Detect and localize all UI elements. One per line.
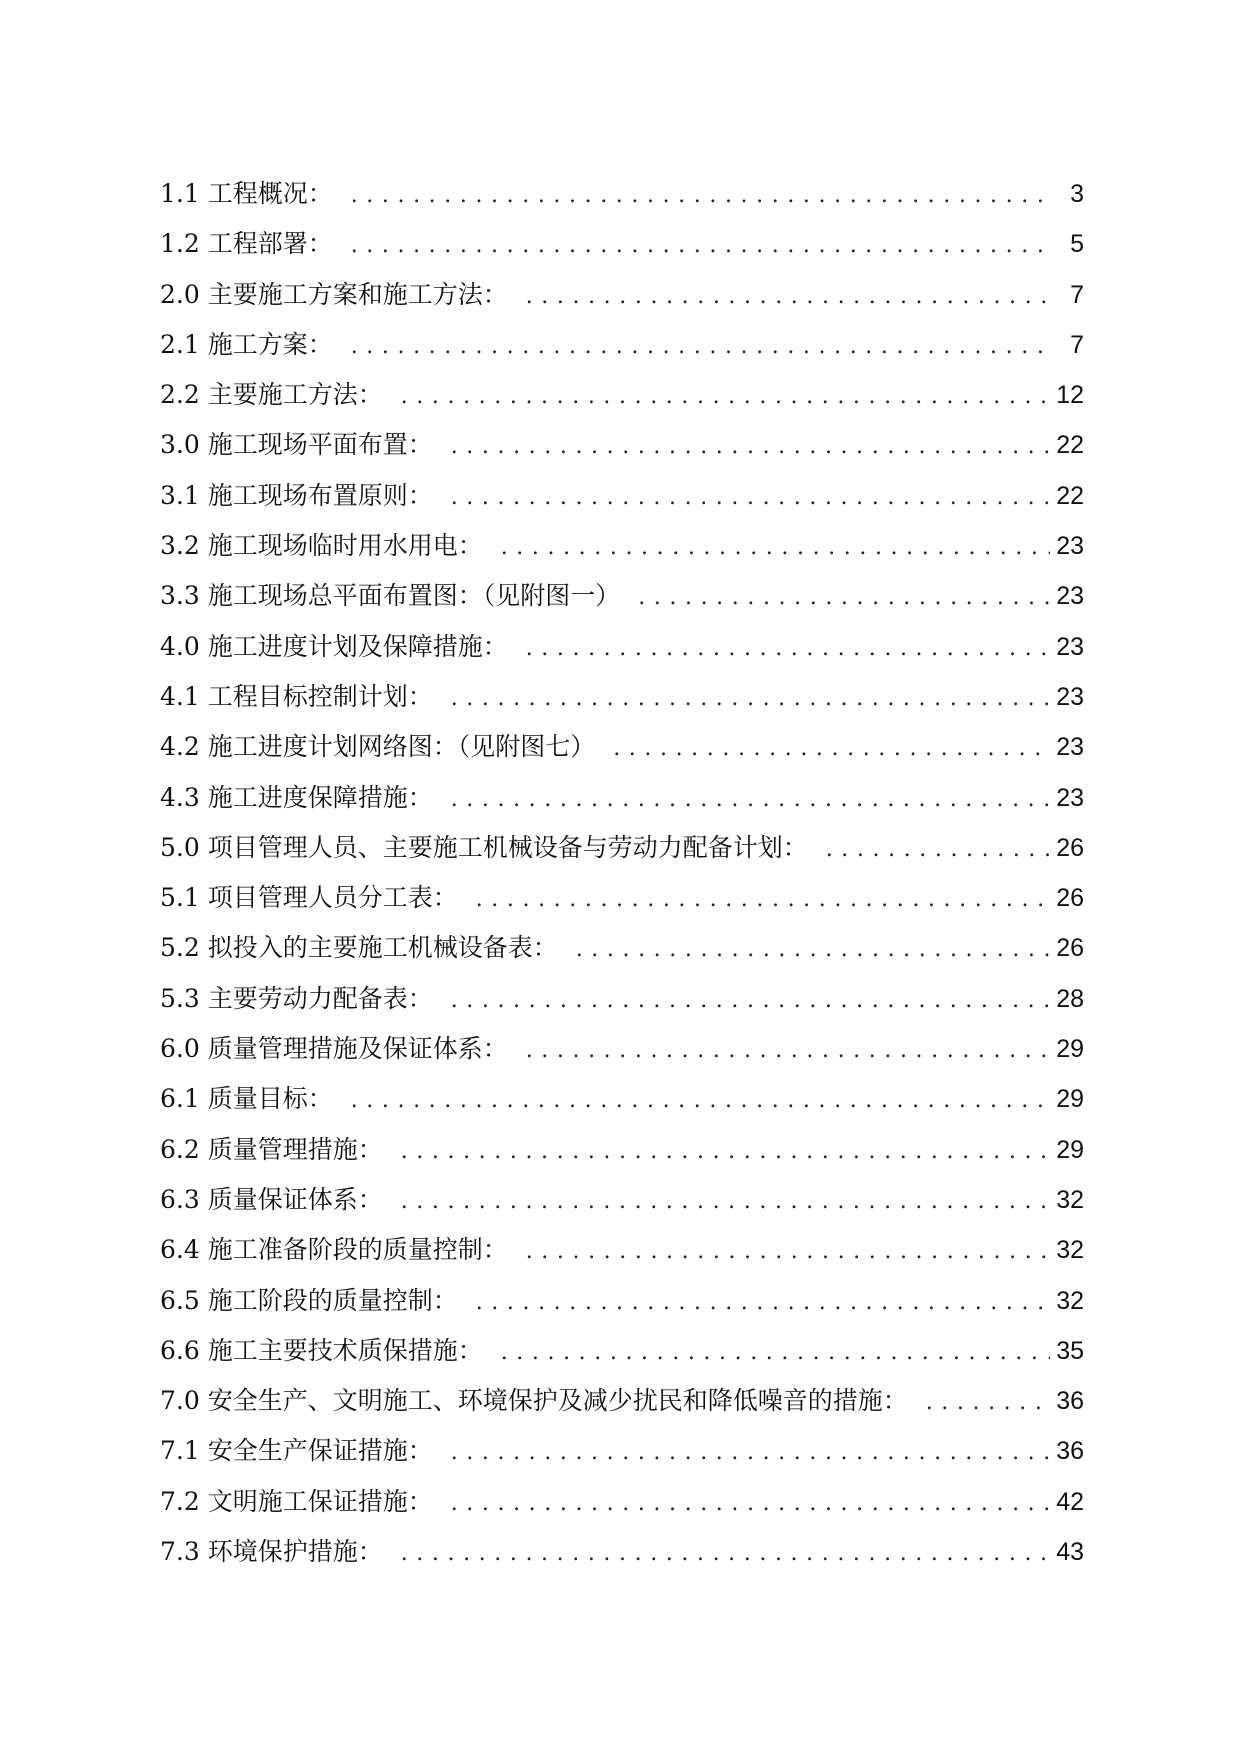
toc-page-number: 23 [1056,582,1084,611]
toc-dot-leader [526,1234,1050,1270]
toc-page-number: 23 [1056,733,1084,762]
toc-entry[interactable] [160,1232,1084,1282]
toc-entry[interactable] [160,377,1084,427]
toc-page-number: 7 [1070,280,1084,309]
toc-page-number: 22 [1056,431,1084,460]
toc-dot-leader [501,1335,1050,1371]
toc-page-number: 3 [1070,180,1084,208]
toc-entry-label: 2.0 主要施工方案和施工方法： [160,279,508,309]
toc-entry-label: 7.3 环境保护措施： [160,1537,383,1567]
toc-page-number: 23 [1056,783,1084,812]
toc-entry-label: 3.0 施工现场平面布置： [160,430,433,460]
toc-page-number: 32 [1056,1286,1084,1315]
toc-dot-leader [501,530,1050,566]
toc-entry[interactable] [160,1031,1084,1081]
toc-page-number: 29 [1056,1135,1084,1164]
toc-page-number: 7 [1070,330,1084,359]
toc-entry-label: 2.2 主要施工方法： [160,380,383,410]
toc-entry-label: 6.4 施工准备阶段的质量控制： [160,1235,508,1265]
toc-dot-leader [451,429,1050,465]
toc-entry-label: 7.0 安全生产、文明施工、环境保护及减少扰民和降低噪音的措施： [160,1386,908,1416]
toc-dot-leader [401,379,1050,415]
toc-dot-leader [351,178,1050,214]
toc-entry[interactable] [160,478,1084,528]
toc-dot-leader [476,1285,1050,1321]
toc-page-number: 29 [1056,1035,1084,1064]
toc-entry-label: 5.2 拟投入的主要施工机械设备表： [160,933,558,963]
toc-entry[interactable] [160,830,1084,880]
toc-entry-label: 3.2 施工现场临时用水用电： [160,531,483,561]
toc-entry-label: 5.1 项目管理人员分工表： [160,883,458,913]
toc-entry[interactable] [160,528,1084,578]
toc-entry-label: 3.1 施工现场布置原则： [160,480,433,510]
toc-entry[interactable] [160,176,1084,226]
toc-entry[interactable] [160,226,1084,276]
toc-dot-leader [526,631,1050,667]
toc-dot-leader [451,983,1050,1019]
toc-dot-leader [613,731,1050,767]
toc-entry[interactable] [160,1182,1084,1232]
toc-entry[interactable] [160,780,1084,830]
toc-page-number: 26 [1056,833,1084,862]
toc-entry-label: 2.1 施工方案： [160,329,333,359]
toc-page-number: 35 [1056,1336,1084,1365]
toc-entry-label: 1.2 工程部署： [160,229,333,259]
toc-page-number: 32 [1056,1185,1084,1214]
toc-dot-leader [351,329,1050,365]
toc-dot-leader [451,1435,1050,1471]
toc-dot-leader [401,1536,1050,1572]
toc-entry-label: 7.1 安全生产保证措施： [160,1436,433,1466]
toc-dot-leader [351,1083,1050,1119]
toc-dot-leader [451,782,1050,818]
toc-dot-leader [576,932,1050,968]
toc-entry[interactable] [160,277,1084,327]
toc-page-number: 42 [1056,1487,1084,1516]
toc-entry-label: 6.0 质量管理措施及保证体系： [160,1034,508,1064]
toc-dot-leader [476,882,1050,918]
toc-dot-leader [451,480,1050,516]
toc-entry[interactable] [160,679,1084,729]
toc-dot-leader [451,1486,1050,1522]
toc-entry[interactable] [160,427,1084,477]
toc-page-number: 5 [1070,230,1084,259]
toc-dot-leader [526,1033,1050,1069]
toc-page-number: 22 [1056,481,1084,510]
toc-entry-label: 6.2 质量管理措施： [160,1134,383,1164]
toc-entry-label: 5.0 项目管理人员、主要施工机械设备与劳动力配备计划： [160,832,808,862]
toc-page-number: 36 [1056,1437,1084,1466]
toc-dot-leader [451,681,1050,717]
toc-entry[interactable] [160,729,1084,779]
toc-dot-leader [638,580,1050,616]
toc-page-number: 12 [1056,381,1084,410]
toc-entry[interactable] [160,1283,1084,1333]
toc-page-number: 32 [1056,1236,1084,1265]
toc-entry[interactable] [160,930,1084,980]
toc-entry-label: 4.3 施工进度保障措施： [160,782,433,812]
toc-entry[interactable] [160,1433,1084,1483]
toc-entry[interactable] [160,1333,1084,1383]
toc-page-number: 23 [1056,682,1084,711]
toc-entry[interactable] [160,327,1084,377]
toc-entry-label: 7.2 文明施工保证措施： [160,1486,433,1516]
toc-page-number: 28 [1056,984,1084,1013]
toc-entry-label: 6.5 施工阶段的质量控制： [160,1285,458,1315]
toc-dot-leader [826,832,1050,868]
toc-entry[interactable] [160,981,1084,1031]
toc-entry-label: 5.3 主要劳动力配备表： [160,983,433,1013]
toc-page-number: 23 [1056,632,1084,661]
toc-entry[interactable] [160,1081,1084,1131]
toc-page-number: 36 [1056,1387,1084,1416]
toc-entry-label: 4.2 施工进度计划网络图：（见附图七） [160,732,596,762]
toc-entry[interactable] [160,578,1084,628]
toc-page-number: 26 [1056,884,1084,913]
toc-dot-leader [401,1184,1050,1220]
toc-entry[interactable] [160,1484,1084,1534]
toc-entry-label: 6.3 质量保证体系： [160,1184,383,1214]
toc-dot-leader [401,1134,1050,1170]
toc-dot-leader [351,228,1050,264]
toc-entry-label: 1.1 工程概况： [160,179,333,208]
toc-page-number: 43 [1056,1538,1084,1567]
toc-entry[interactable] [160,1383,1084,1433]
toc-page-number: 29 [1056,1085,1084,1114]
toc-entry[interactable] [160,629,1084,679]
toc-entry[interactable] [160,1132,1084,1182]
toc-entry-label: 4.1 工程目标控制计划： [160,681,433,711]
toc-page-number: 23 [1056,532,1084,561]
toc-entry-label: 6.6 施工主要技术质保措施： [160,1335,483,1365]
toc-page-number: 26 [1056,934,1084,963]
toc-entry[interactable] [160,1534,1084,1584]
toc-entry-label: 3.3 施工现场总平面布置图：（见附图一） [160,581,621,611]
toc-entry[interactable] [160,880,1084,930]
table-of-contents [160,176,1084,1584]
toc-entry-label: 4.0 施工进度计划及保障措施： [160,631,508,661]
toc-dot-leader [526,279,1050,315]
toc-entry-label: 6.1 质量目标： [160,1084,333,1114]
toc-dot-leader [926,1385,1050,1421]
